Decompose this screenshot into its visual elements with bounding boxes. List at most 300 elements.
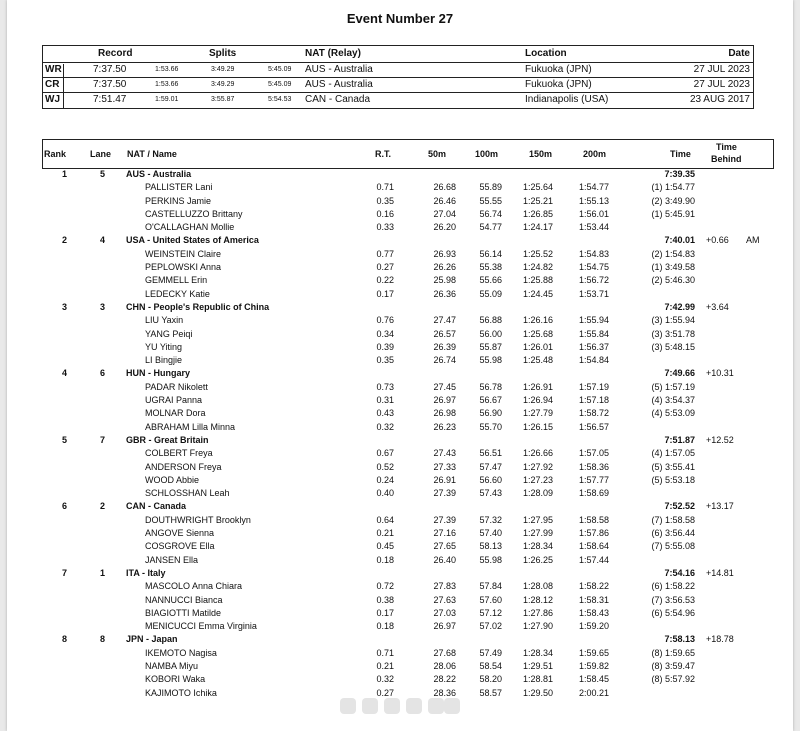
record-split: 5:45.09 xyxy=(268,66,292,73)
reaction-time: 0.72 xyxy=(376,581,394,592)
swimmer-name: KOBORI Waka xyxy=(145,674,206,685)
reaction-time: 0.32 xyxy=(376,421,394,432)
split-150m: 1:25.52 xyxy=(522,248,553,259)
swimmer-name: WEINSTEIN Claire xyxy=(145,248,222,259)
split-100m: 55.55 xyxy=(479,195,502,206)
split-50m: 26.91 xyxy=(433,474,456,485)
reaction-time: 0.71 xyxy=(376,182,394,193)
team-name: CAN - Canada xyxy=(126,501,187,512)
reaction-time: 0.64 xyxy=(376,514,394,525)
split-150m: 1:26.91 xyxy=(522,381,553,392)
swimmer-name: IKEMOTO Nagisa xyxy=(145,647,217,658)
split-50m: 27.16 xyxy=(433,528,456,539)
record-split: 3:55.87 xyxy=(211,96,235,103)
swimmer-name: MENICUCCI Emma Virginia xyxy=(145,621,257,632)
reaction-time: 0.16 xyxy=(376,208,394,219)
team-row xyxy=(42,301,792,314)
swimmer-row xyxy=(42,540,792,553)
cumulative-time: (5) 3:55.41 xyxy=(651,461,695,472)
record-location: Fukuoka (JPN) xyxy=(525,64,592,75)
split-50m: 26.20 xyxy=(433,222,456,233)
split-150m: 1:26.85 xyxy=(522,208,553,219)
split-150m: 1:24.82 xyxy=(522,262,553,273)
split-200m: 1:58.64 xyxy=(578,541,609,552)
record-nat: CAN - Canada xyxy=(305,94,371,105)
split-100m: 57.84 xyxy=(479,581,502,592)
swimmer-row xyxy=(42,341,792,354)
records-header xyxy=(43,48,753,62)
swimmer-name: PALLISTER Lani xyxy=(145,182,213,193)
swimmer-row xyxy=(42,248,792,261)
split-100m: 57.60 xyxy=(479,594,502,605)
split-100m: 56.74 xyxy=(479,208,502,219)
split-150m: 1:27.90 xyxy=(522,621,553,632)
split-100m: 55.98 xyxy=(479,554,502,565)
divider xyxy=(43,62,753,63)
50m-header: 50m xyxy=(428,149,447,159)
team-rank: 8 xyxy=(62,634,68,645)
reaction-time: 0.27 xyxy=(376,687,394,698)
team-rank: 2 xyxy=(62,235,68,246)
cumulative-time: (2) 1:54.83 xyxy=(651,248,695,259)
split-200m: 1:54.77 xyxy=(578,182,609,193)
split-200m: 1:55.84 xyxy=(578,328,609,339)
swimmer-row xyxy=(42,660,792,673)
split-150m: 1:28.09 xyxy=(522,488,553,499)
swimmer-name: UGRAI Panna xyxy=(145,395,203,406)
split-100m: 55.38 xyxy=(479,262,502,273)
cumulative-time: (7) 3:56.53 xyxy=(651,594,695,605)
team-time: 7:52.52 xyxy=(664,501,695,512)
team-time-behind: +10.31 xyxy=(706,368,734,379)
cumulative-time: (5) 5:53.18 xyxy=(651,474,695,485)
split-100m: 57.43 xyxy=(479,488,502,499)
split-150m: 1:27.95 xyxy=(522,514,553,525)
team-lane: 2 xyxy=(100,501,106,512)
swimmer-name: YU Yiting xyxy=(145,341,183,352)
split-50m: 28.06 xyxy=(433,660,456,671)
split-200m: 1:58.43 xyxy=(578,607,609,618)
split-150m: 1:28.34 xyxy=(522,647,553,658)
split-100m: 58.13 xyxy=(479,541,502,552)
split-50m: 27.04 xyxy=(433,208,456,219)
split-200m: 1:53.71 xyxy=(578,288,609,299)
cumulative-time: (7) 1:58.58 xyxy=(651,514,695,525)
swimmer-name: LEDECKY Katie xyxy=(145,288,210,299)
reaction-time: 0.40 xyxy=(376,488,394,499)
split-50m: 27.39 xyxy=(433,514,456,525)
swimmer-row xyxy=(42,314,792,327)
team-time: 7:40.01 xyxy=(664,235,695,246)
split-100m: 56.90 xyxy=(479,408,502,419)
split-200m: 1:58.69 xyxy=(578,488,609,499)
swimmer-row xyxy=(42,195,792,208)
split-100m: 57.49 xyxy=(479,647,502,658)
team-lane: 8 xyxy=(100,634,106,645)
team-rank: 4 xyxy=(62,368,68,379)
split-150m: 1:25.64 xyxy=(522,182,553,193)
record-header: Record xyxy=(98,48,133,59)
cumulative-time: (3) 3:51.78 xyxy=(651,328,695,339)
watermark xyxy=(340,698,460,716)
split-50m: 28.36 xyxy=(433,687,456,698)
team-lane: 5 xyxy=(100,169,106,179)
split-150m: 1:26.25 xyxy=(522,554,553,565)
reaction-time: 0.22 xyxy=(376,275,394,286)
split-150m: 1:26.66 xyxy=(522,448,553,459)
team-time: 7:51.87 xyxy=(664,434,695,445)
split-50m: 26.26 xyxy=(433,262,456,273)
split-50m: 26.23 xyxy=(433,421,456,432)
cumulative-time: (3) 5:48.15 xyxy=(651,341,695,352)
lane-header: Lane xyxy=(90,149,112,159)
split-50m: 26.93 xyxy=(433,248,456,259)
swimmer-row xyxy=(42,461,792,474)
split-100m: 56.88 xyxy=(479,315,502,326)
team-rank: 3 xyxy=(62,301,68,312)
record-time: 7:51.47 xyxy=(93,94,127,105)
reaction-time: 0.17 xyxy=(376,607,394,618)
split-200m: 1:59.65 xyxy=(578,647,609,658)
split-50m: 27.83 xyxy=(433,581,456,592)
swimmer-name: ANDERSON Freya xyxy=(145,461,222,472)
team-name: GBR - Great Britain xyxy=(126,434,209,445)
split-200m: 1:57.18 xyxy=(578,395,609,406)
reaction-time: 0.21 xyxy=(376,660,394,671)
split-50m: 27.47 xyxy=(433,315,456,326)
swimmer-row xyxy=(42,181,792,194)
split-100m: 55.87 xyxy=(479,341,502,352)
team-lane: 3 xyxy=(100,301,106,312)
team-rank: 5 xyxy=(62,434,68,445)
record-date: 27 JUL 2023 xyxy=(693,79,750,90)
200m-header: 200m xyxy=(583,149,607,159)
split-50m: 26.68 xyxy=(433,182,456,193)
cumulative-time: (1) 3:49.58 xyxy=(651,262,695,273)
swimmer-name: JANSEN Ella xyxy=(145,554,199,565)
split-100m: 54.77 xyxy=(479,222,502,233)
record-row xyxy=(43,79,753,94)
split-150m: 1:27.86 xyxy=(522,607,553,618)
results-header xyxy=(42,139,774,169)
swimmer-row xyxy=(42,394,792,407)
split-200m: 1:59.82 xyxy=(578,660,609,671)
cumulative-time: (1) 5:45.91 xyxy=(651,208,695,219)
split-50m: 26.98 xyxy=(433,408,456,419)
team-time: 7:39.35 xyxy=(664,169,695,179)
swimmer-name: CASTELLUZZO Brittany xyxy=(145,208,243,219)
record-time: 7:37.50 xyxy=(93,79,127,90)
split-50m: 27.65 xyxy=(433,541,456,552)
split-200m: 1:58.58 xyxy=(578,514,609,525)
swimmer-name: WOOD Abbie xyxy=(145,474,200,485)
swimmer-name: YANG Peiqi xyxy=(145,328,193,339)
swimmer-name: COLBERT Freya xyxy=(145,448,213,459)
split-100m: 56.60 xyxy=(479,474,502,485)
team-row xyxy=(42,500,792,513)
split-100m: 58.54 xyxy=(479,660,502,671)
split-100m: 57.47 xyxy=(479,461,502,472)
split-50m: 25.98 xyxy=(433,275,456,286)
swimmer-row xyxy=(42,447,792,460)
reaction-time: 0.18 xyxy=(376,621,394,632)
swimmer-row xyxy=(42,620,792,633)
nat-name-header: NAT / Name xyxy=(127,149,177,159)
split-150m: 1:26.94 xyxy=(522,395,553,406)
swimmer-name: ANGOVE Sienna xyxy=(145,528,215,539)
swimmer-row xyxy=(42,554,792,567)
team-time-behind: +18.78 xyxy=(706,634,734,645)
record-time: 7:37.50 xyxy=(93,64,127,75)
team-rank: 1 xyxy=(62,169,68,179)
split-150m: 1:25.68 xyxy=(522,328,553,339)
rt-header: R.T. xyxy=(375,149,392,159)
split-200m: 1:56.01 xyxy=(578,208,609,219)
swimmer-name: PADAR Nikolett xyxy=(145,381,208,392)
team-rank: 7 xyxy=(62,567,68,578)
cumulative-time: (6) 3:56.44 xyxy=(651,528,695,539)
split-200m: 1:53.44 xyxy=(578,222,609,233)
team-time: 7:49.66 xyxy=(664,368,695,379)
swimmer-row xyxy=(42,527,792,540)
reaction-time: 0.32 xyxy=(376,674,394,685)
split-150m: 1:29.50 xyxy=(522,687,553,698)
record-location: Fukuoka (JPN) xyxy=(525,79,592,90)
split-200m: 1:58.72 xyxy=(578,408,609,419)
split-200m: 1:55.94 xyxy=(578,315,609,326)
record-split: 1:59.01 xyxy=(155,96,179,103)
record-nat: AUS - Australia xyxy=(305,64,373,75)
split-200m: 1:57.19 xyxy=(578,381,609,392)
swimmer-name: PERKINS Jamie xyxy=(145,195,212,206)
team-row xyxy=(42,567,792,580)
swimmer-row xyxy=(42,274,792,287)
swimmer-row xyxy=(42,580,792,593)
split-200m: 1:57.44 xyxy=(578,554,609,565)
cumulative-time: (4) 3:54.37 xyxy=(651,395,695,406)
split-50m: 27.68 xyxy=(433,647,456,658)
swimmer-row xyxy=(42,647,792,660)
reaction-time: 0.45 xyxy=(376,541,394,552)
swimmer-row xyxy=(42,208,792,221)
split-150m: 1:27.99 xyxy=(522,528,553,539)
record-split: 3:49.29 xyxy=(211,66,235,73)
split-200m: 1:54.84 xyxy=(578,355,609,366)
split-100m: 55.98 xyxy=(479,355,502,366)
split-100m: 56.14 xyxy=(479,248,502,259)
swimmer-row xyxy=(42,474,792,487)
cumulative-time: (2) 3:49.90 xyxy=(651,195,695,206)
swimmer-row xyxy=(42,354,792,367)
team-time-behind: +14.81 xyxy=(706,567,734,578)
split-50m: 26.97 xyxy=(433,395,456,406)
location-header: Location xyxy=(525,48,567,59)
split-50m: 27.43 xyxy=(433,448,456,459)
split-200m: 1:56.72 xyxy=(578,275,609,286)
record-row xyxy=(43,64,753,79)
150m-header: 150m xyxy=(529,149,553,159)
cumulative-time: (8) 3:59.47 xyxy=(651,660,695,671)
results-list xyxy=(42,168,792,700)
reaction-time: 0.76 xyxy=(376,315,394,326)
split-150m: 1:28.12 xyxy=(522,594,553,605)
swimmer-name: LI Bingjie xyxy=(145,355,183,366)
split-100m: 56.78 xyxy=(479,381,502,392)
split-150m: 1:27.92 xyxy=(522,461,553,472)
split-100m: 56.51 xyxy=(479,448,502,459)
swimmer-row xyxy=(42,421,792,434)
swimmer-name: DOUTHWRIGHT Brooklyn xyxy=(145,514,251,525)
swimmer-name: MASCOLO Anna Chiara xyxy=(145,581,243,592)
split-150m: 1:25.21 xyxy=(522,195,553,206)
reaction-time: 0.18 xyxy=(376,554,394,565)
date-header: Date xyxy=(728,48,750,59)
split-50m: 26.57 xyxy=(433,328,456,339)
team-name: ITA - Italy xyxy=(126,567,166,578)
nat-header: NAT (Relay) xyxy=(305,48,361,59)
reaction-time: 0.52 xyxy=(376,461,394,472)
time-header: Time xyxy=(670,149,691,159)
record-split: 1:53.66 xyxy=(155,81,179,88)
team-time: 7:42.99 xyxy=(664,301,695,312)
swimmer-name: ABRAHAM Lilla Minna xyxy=(145,421,236,432)
reaction-time: 0.24 xyxy=(376,474,394,485)
swimmer-row xyxy=(42,381,792,394)
split-200m: 2:00.21 xyxy=(578,687,609,698)
split-100m: 57.32 xyxy=(479,514,502,525)
split-200m: 1:58.31 xyxy=(578,594,609,605)
split-50m: 27.63 xyxy=(433,594,456,605)
team-time-behind: +13.17 xyxy=(706,501,734,512)
swimmer-name: COSGROVE Ella xyxy=(145,541,215,552)
record-date: 23 AUG 2017 xyxy=(689,94,750,105)
team-lane: 4 xyxy=(100,235,106,246)
split-200m: 1:57.77 xyxy=(578,474,609,485)
reaction-time: 0.73 xyxy=(376,381,394,392)
swimmer-row xyxy=(42,594,792,607)
split-100m: 58.57 xyxy=(479,687,502,698)
split-100m: 55.66 xyxy=(479,275,502,286)
split-150m: 1:24.45 xyxy=(522,288,553,299)
split-50m: 26.36 xyxy=(433,288,456,299)
swimmer-row xyxy=(42,514,792,527)
swimmer-row xyxy=(42,288,792,301)
split-50m: 26.39 xyxy=(433,341,456,352)
split-50m: 26.74 xyxy=(433,355,456,366)
time-behind-header: Time xyxy=(716,142,737,152)
swimmer-name: GEMMELL Erin xyxy=(145,275,208,286)
split-100m: 55.89 xyxy=(479,182,502,193)
split-150m: 1:24.17 xyxy=(522,222,553,233)
100m-header: 100m xyxy=(475,149,499,159)
swimmer-row xyxy=(42,487,792,500)
split-200m: 1:58.36 xyxy=(578,461,609,472)
record-split: 3:49.29 xyxy=(211,81,235,88)
reaction-time: 0.77 xyxy=(376,248,394,259)
swimmer-name: MOLNAR Dora xyxy=(145,408,206,419)
team-lane: 7 xyxy=(100,434,106,445)
reaction-time: 0.35 xyxy=(376,355,394,366)
split-50m: 27.45 xyxy=(433,381,456,392)
team-name: USA - United States of America xyxy=(126,235,259,246)
swimmer-row xyxy=(42,673,792,686)
split-200m: 1:56.37 xyxy=(578,341,609,352)
team-row xyxy=(42,168,792,181)
record-flag: AM xyxy=(746,235,760,246)
split-50m: 28.22 xyxy=(433,674,456,685)
split-100m: 56.00 xyxy=(479,328,502,339)
team-rank: 6 xyxy=(62,501,68,512)
split-50m: 27.33 xyxy=(433,461,456,472)
record-split: 5:45.09 xyxy=(268,81,292,88)
record-location: Indianapolis (USA) xyxy=(525,94,609,105)
team-lane: 6 xyxy=(100,368,106,379)
team-row xyxy=(42,633,792,646)
split-50m: 27.39 xyxy=(433,488,456,499)
split-50m: 26.97 xyxy=(433,621,456,632)
split-150m: 1:27.79 xyxy=(522,408,553,419)
split-200m: 1:54.75 xyxy=(578,262,609,273)
cumulative-time: (6) 1:58.22 xyxy=(651,581,695,592)
split-100m: 57.02 xyxy=(479,621,502,632)
swimmer-row xyxy=(42,261,792,274)
swimmer-name: NAMBA Miyu xyxy=(145,660,199,671)
split-150m: 1:26.15 xyxy=(522,421,553,432)
split-100m: 56.67 xyxy=(479,395,502,406)
reaction-time: 0.71 xyxy=(376,647,394,658)
team-row xyxy=(42,434,792,447)
split-200m: 1:57.86 xyxy=(578,528,609,539)
cumulative-time: (4) 5:53.09 xyxy=(651,408,695,419)
record-row xyxy=(43,94,753,109)
split-150m: 1:26.01 xyxy=(522,341,553,352)
cumulative-time: (6) 5:54.96 xyxy=(651,607,695,618)
split-50m: 26.46 xyxy=(433,195,456,206)
split-150m: 1:29.51 xyxy=(522,660,553,671)
cumulative-time: (7) 5:55.08 xyxy=(651,541,695,552)
swimmer-row xyxy=(42,221,792,234)
results-page xyxy=(7,0,793,731)
split-150m: 1:26.16 xyxy=(522,315,553,326)
cumulative-time: (1) 1:54.77 xyxy=(651,182,695,193)
reaction-time: 0.39 xyxy=(376,341,394,352)
swimmer-name: KAJIMOTO Ichika xyxy=(145,687,217,698)
cumulative-time: (8) 1:59.65 xyxy=(651,647,695,658)
team-time-behind: +3.64 xyxy=(706,301,729,312)
split-200m: 1:55.13 xyxy=(578,195,609,206)
split-100m: 55.70 xyxy=(479,421,502,432)
swimmer-name: NANNUCCI Bianca xyxy=(145,594,223,605)
cumulative-time: (2) 5:46.30 xyxy=(651,275,695,286)
reaction-time: 0.34 xyxy=(376,328,394,339)
swimmer-name: BIAGIOTTI Matilde xyxy=(145,607,222,618)
time-behind-header: Behind xyxy=(711,154,742,164)
event-title: Event Number 27 xyxy=(346,11,454,26)
team-time: 7:58.13 xyxy=(664,634,695,645)
split-150m: 1:27.23 xyxy=(522,474,553,485)
split-150m: 1:28.81 xyxy=(522,674,553,685)
split-200m: 1:59.20 xyxy=(578,621,609,632)
swimmer-name: SCHLOSSHAN Leah xyxy=(145,488,230,499)
split-200m: 1:57.05 xyxy=(578,448,609,459)
split-150m: 1:28.08 xyxy=(522,581,553,592)
split-100m: 58.20 xyxy=(479,674,502,685)
swimmer-name: PEPLOWSKI Anna xyxy=(145,262,222,273)
cumulative-time: (3) 1:55.94 xyxy=(651,315,695,326)
cumulative-time: (8) 5:57.92 xyxy=(651,674,695,685)
team-name: CHN - People's Republic of China xyxy=(126,301,270,312)
split-100m: 57.12 xyxy=(479,607,502,618)
